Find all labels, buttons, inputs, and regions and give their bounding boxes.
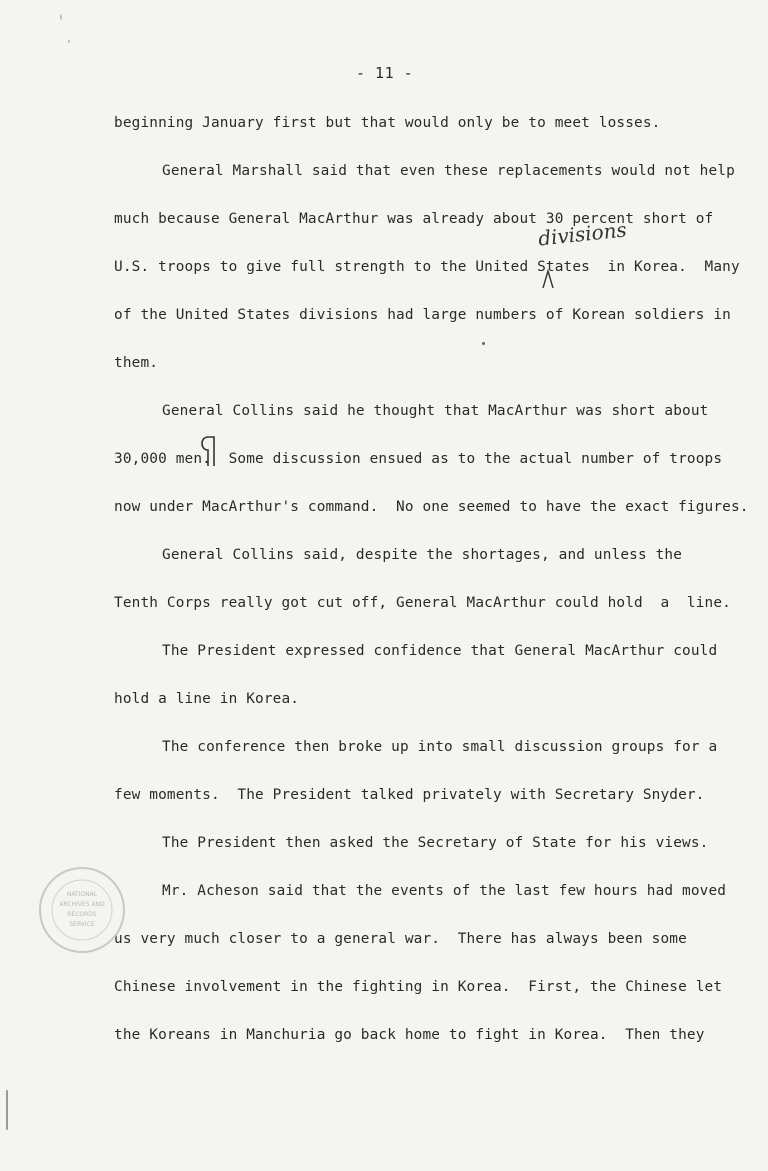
text-line-19: Chinese involvement in the fighting in Korea. First, the Chinese let xyxy=(114,979,723,995)
text-line-20: the Koreans in Manchuria go back home to fight in Korea. Then they xyxy=(114,1027,705,1043)
text-line-18: us very much closer to a general war. There has always been some xyxy=(114,931,687,947)
handwritten-insertion: divisions xyxy=(536,217,628,251)
text-line-1: beginning January first but that would only be to meet losses. xyxy=(114,115,661,131)
text-line-2: General Marshall said that even these replacements would not help xyxy=(162,163,735,179)
scan-speck xyxy=(60,14,62,20)
text-line-15: few moments. The President talked privately with Secretary Snyder. xyxy=(114,787,705,803)
text-line-17: Mr. Acheson said that the events of the last few hours had moved xyxy=(162,883,727,899)
text-line-14: The conference then broke up into small discussion groups for a xyxy=(162,739,718,755)
text-line-4: U.S. troops to give full strength to the United States in Korea. Many xyxy=(114,259,740,275)
text-line-11: Tenth Corps really got cut off, General MacArthur could hold a line. xyxy=(114,595,731,611)
svg-text:ARCHIVES AND: ARCHIVES AND xyxy=(59,901,105,908)
paragraph-mark-icon xyxy=(198,434,218,468)
text-line-7: General Collins said he thought that MacArthur was short about xyxy=(162,403,709,419)
page-number: - 11 - xyxy=(356,64,414,82)
text-line-9: now under MacArthur's command. No one seemed to have the exact figures. xyxy=(114,499,749,515)
scan-speck xyxy=(6,1090,8,1130)
text-line-13: hold a line in Korea. xyxy=(114,691,300,707)
text-line-12: The President expressed confidence that General MacArthur could xyxy=(162,643,718,659)
text-line-10: General Collins said, despite the shortages, and unless the xyxy=(162,547,683,563)
archive-stamp-seal xyxy=(34,866,105,956)
scan-speck xyxy=(482,342,485,345)
insertion-caret-icon xyxy=(541,268,555,290)
text-line-3: much because General MacArthur was already about 30 percent short of xyxy=(114,211,714,227)
text-line-6: them. xyxy=(114,355,159,371)
svg-text:RECORDS: RECORDS xyxy=(67,911,97,918)
scan-speck xyxy=(68,40,70,43)
text-line-8: 30,000 men. Some discussion ensued as to the actual number of troops xyxy=(114,451,723,467)
svg-text:NATIONAL: NATIONAL xyxy=(66,891,98,898)
text-line-5: of the United States divisions had large numbers of Korean soldiers in xyxy=(114,307,731,323)
text-line-16: The President then asked the Secretary of State for his views. xyxy=(162,835,709,851)
svg-text:SERVICE: SERVICE xyxy=(69,921,95,928)
